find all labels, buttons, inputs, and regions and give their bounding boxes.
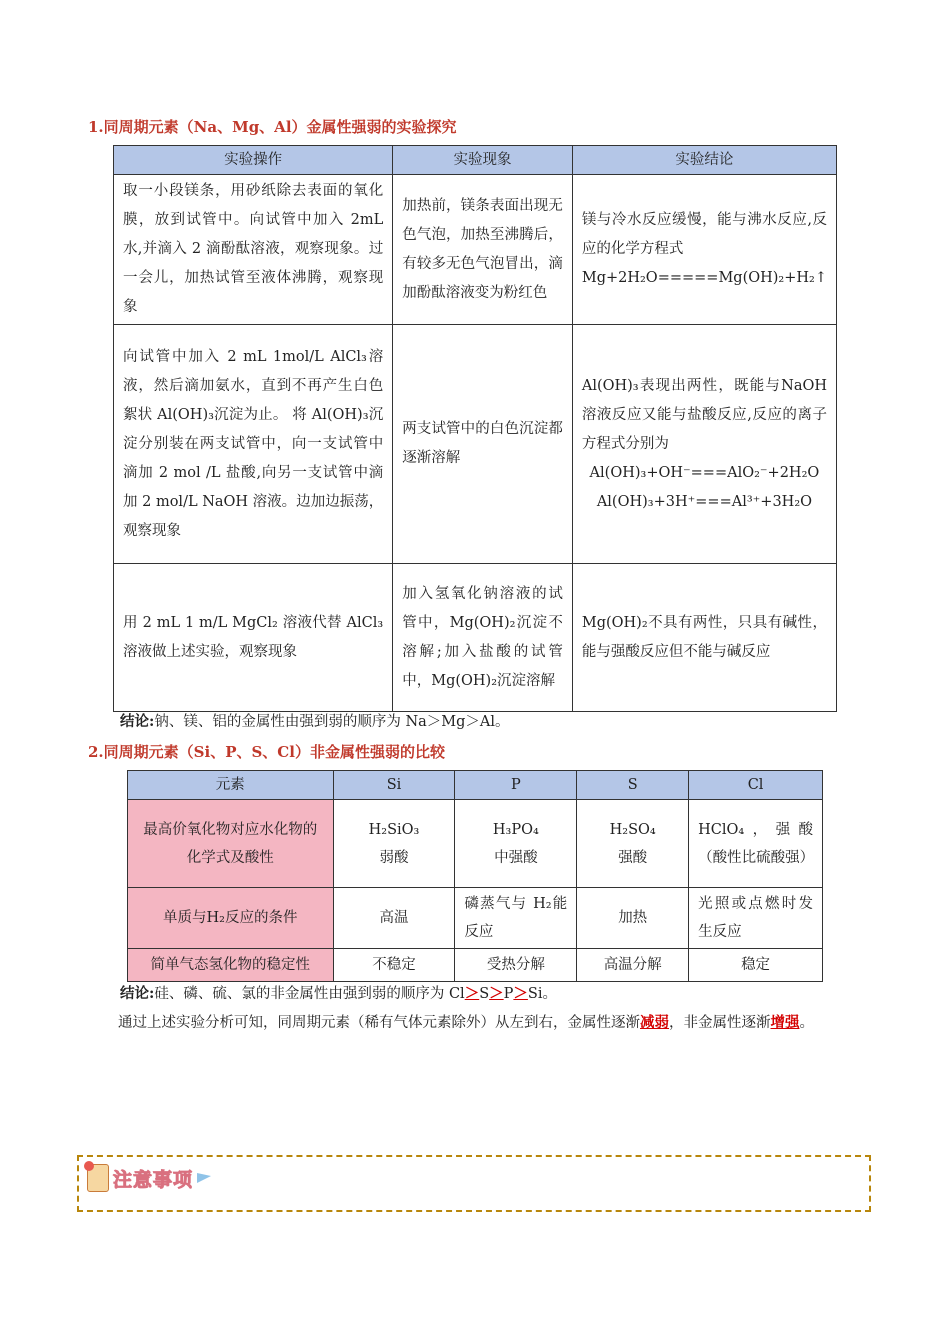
- summary-paragraph: [88, 1008, 864, 1038]
- formula: H₂SO₄: [609, 821, 656, 838]
- operation-cell: 向试管中加入 2 mL 1mol/L AlCl₃溶液，然后滴加氨水，直到不再产生白色絮状 Al(OH)₃沉淀为止。 将 Al(OH)₃沉淀分别装在两支试管中，向一支试管中滴加 2 mol /L 盐酸,向另一支试管中滴加 2 mol/L NaOH 溶液。边加边振荡，观察现象: [114, 325, 393, 564]
- element-table: [127, 770, 823, 982]
- col-header: 实验现象: [393, 146, 573, 175]
- conclusion-label: 结论:: [120, 713, 155, 730]
- experiment-table: [113, 145, 837, 712]
- cell-si: [333, 800, 455, 888]
- cell-cl: HClO₄，强酸（酸性比硫酸强）: [689, 800, 823, 888]
- table-row: [128, 800, 823, 888]
- notes-badge: [87, 1163, 211, 1193]
- equation: Al(OH)₃+3H⁺===Al³⁺+3H₂O: [596, 493, 813, 510]
- conclusion-1: [120, 710, 510, 731]
- cell-p: 磷蒸气与 H₂能反应: [455, 888, 577, 949]
- col-header: 实验结论: [572, 146, 836, 175]
- table-row: [114, 564, 837, 712]
- phenomenon-cell: 两支试管中的白色沉淀都逐渐溶解: [393, 325, 573, 564]
- operation-cell: 用 2 mL 1 m/L MgCl₂ 溶液代替 AlCl₃溶液做上述实验，观察现象: [114, 564, 393, 712]
- section1-heading: 1.同周期元素（Na、Mg、Al）金属性强弱的实验探究: [88, 118, 457, 136]
- keyword-decrease: 减弱: [640, 1014, 669, 1031]
- gt-symbol: ＞: [513, 985, 528, 1002]
- conclusion-cell: [572, 175, 836, 325]
- cell-s: 高温分解: [577, 949, 689, 982]
- row-label: 简单气态氢化物的稳定性: [128, 949, 334, 982]
- notes-title: 注意事项: [113, 1168, 194, 1191]
- cell-p: 受热分解: [455, 949, 577, 982]
- row-label: 单质与H₂反应的条件: [128, 888, 334, 949]
- table-row: [114, 175, 837, 325]
- summary-text: 。: [799, 1015, 814, 1031]
- cell-si: 不稳定: [333, 949, 455, 982]
- acidity: 弱酸: [379, 849, 409, 866]
- row-label: 最高价氧化物对应水化物的化学式及酸性: [128, 800, 334, 888]
- element-p: P: [503, 986, 514, 1002]
- conclusion-cell: Mg(OH)₂不具有两性，只具有碱性，能与强酸反应但不能与碱反应: [572, 564, 836, 712]
- col-header: Cl: [689, 771, 823, 800]
- phenomenon-cell: 加热前，镁条表面出现无色气泡，加热至沸腾后，有较多无色气泡冒出，滴加酚酞溶液变为粉红色: [393, 175, 573, 325]
- table-row: [114, 325, 837, 564]
- section2-heading: 2.同周期元素（Si、P、S、Cl）非金属性强弱的比较: [88, 743, 445, 761]
- table-row: [128, 949, 823, 982]
- conclusion-text: 硅、磷、硫、氯的非金属性由强到弱的顺序为 Cl: [154, 986, 465, 1002]
- table-row: [128, 888, 823, 949]
- cell-s: 加热: [577, 888, 689, 949]
- equation: Al(OH)₃+OH⁻===AlO₂⁻+2H₂O: [589, 464, 820, 481]
- cell-si: 高温: [333, 888, 455, 949]
- element-s: S: [479, 986, 490, 1002]
- table-header-row: [128, 771, 823, 800]
- clipboard-icon: [87, 1164, 109, 1192]
- conclusion-text: 钠、镁、铝的金属性由强到弱的顺序为 Na＞Mg＞Al。: [154, 714, 510, 730]
- keyword-increase: 增强: [770, 1014, 800, 1031]
- col-header: Si: [333, 771, 455, 800]
- acidity: 强酸: [618, 849, 648, 866]
- acidity: 中强酸: [494, 849, 538, 866]
- conclusion-text: Al(OH)₃表现出两性，既能与NaOH溶液反应又能与盐酸反应,反应的离子方程式分别为: [581, 377, 827, 452]
- formula: H₃PO₄: [492, 821, 539, 838]
- cell-s: [577, 800, 689, 888]
- formula: H₂SiO₃: [368, 821, 420, 838]
- conclusion-label: 结论:: [120, 985, 155, 1002]
- phenomenon-cell: 加入氢氧化钠溶液的试 管中，Mg(OH)₂沉淀不溶解;加入盐酸的试管中，Mg(OH)₂沉淀溶解: [393, 564, 573, 712]
- notes-box: [77, 1155, 871, 1212]
- col-header: 元素: [128, 771, 334, 800]
- summary-text: ，非金属性逐渐: [669, 1015, 771, 1031]
- element-si: Si。: [527, 986, 557, 1002]
- conclusion-cell: [572, 325, 836, 564]
- summary-text: 通过上述实验分析可知，同周期元素（稀有气体元素除外）从左到右，金属性逐渐: [118, 1015, 640, 1031]
- cell-p: [455, 800, 577, 888]
- conclusion-text: 镁与冷水反应缓慢，能与沸水反应,反应的化学方程式: [581, 212, 827, 257]
- conclusion-2: [120, 982, 557, 1003]
- operation-cell: 取一小段镁条，用砂纸除去表面的氧化膜，放到试管中。向试管中加入 2mL 水,并滴入 2 滴酚酞溶液，观察现象。过一会儿，加热试管至液体沸腾，观察现象: [114, 175, 393, 325]
- col-header: S: [577, 771, 689, 800]
- gt-symbol: ＞: [464, 985, 480, 1002]
- cell-cl: 光照或点燃时发生反应: [689, 888, 823, 949]
- megaphone-icon: [197, 1173, 211, 1183]
- equation: Mg+2H₂O=====Mg(OH)₂+H₂↑: [581, 270, 827, 286]
- table-header-row: [114, 146, 837, 175]
- cell-cl: 稳定: [689, 949, 823, 982]
- gt-symbol: ＞: [489, 985, 504, 1002]
- col-header: P: [455, 771, 577, 800]
- col-header: 实验操作: [114, 146, 393, 175]
